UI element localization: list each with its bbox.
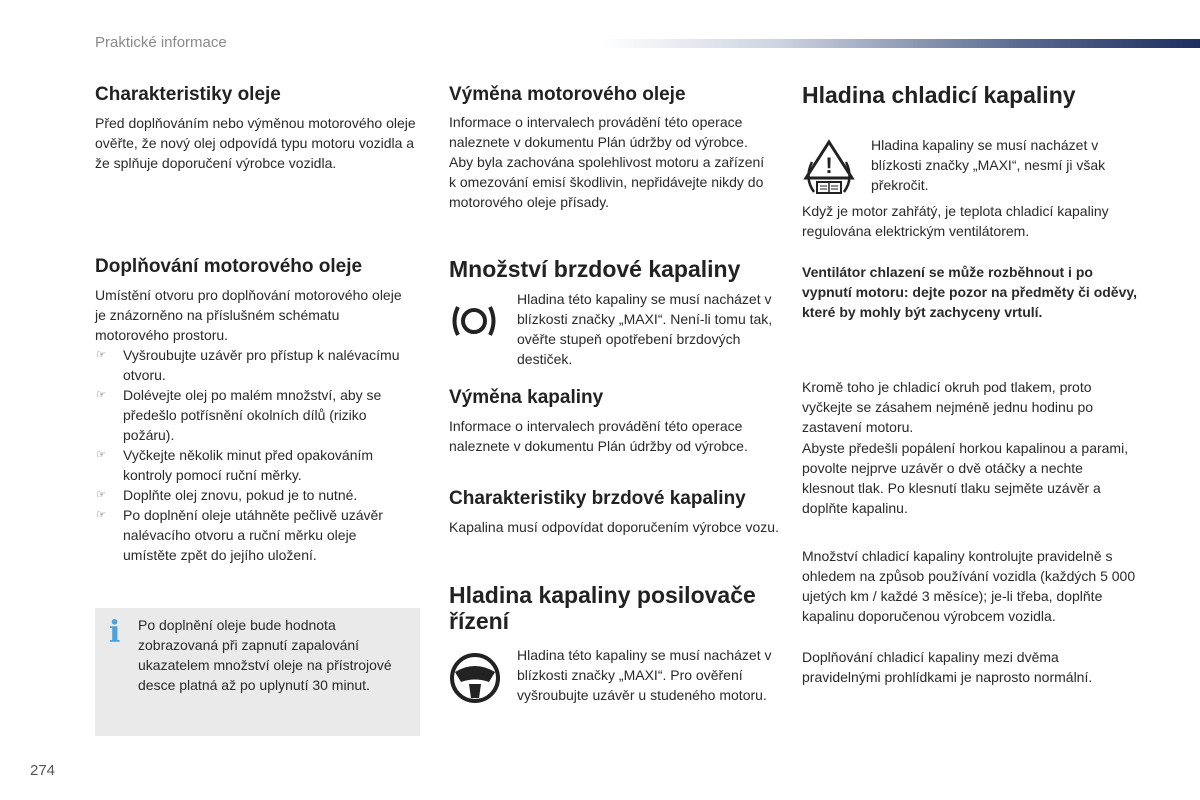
heading-power-steering: Hladina kapaliny posilovače řízení <box>449 582 756 634</box>
oil-step-text: Vyšroubujte uzávěr pro přístup k nalévacímu otvoru. <box>123 347 400 383</box>
text-fluid-change: Informace o intervalech provádění této operace naleznete v dokumentu Plán údržby od výrobce. <box>449 418 748 454</box>
oil-step-text: Doplňte olej znovu, pokud je to nutné. <box>123 487 358 503</box>
oil-step-text: Po doplnění oleje utáhněte pečlivě uzávěr nalévacího otvoru a ruční měrku oleje umístěte zpět do jejího uložení. <box>123 507 383 563</box>
running-header: Praktické informace <box>95 34 227 51</box>
oil-step-item <box>95 445 410 485</box>
power-steering-row <box>449 644 779 724</box>
pointing-hand-icon: ☞ <box>96 349 106 361</box>
text-pressure: Kromě toho je chladicí okruh pod tlakem, proto vyčkejte se zásahem nejméně jednu hodinu po zastavení motoru. <box>802 379 1094 435</box>
pointing-hand-icon: ☞ <box>96 509 106 521</box>
heading-oil-change: Výměna motorového oleje <box>449 84 686 105</box>
info-icon: i <box>109 615 121 650</box>
section-brake-characteristics <box>449 487 779 537</box>
oil-step-item <box>95 385 410 445</box>
info-text: Po doplnění oleje bude hodnota zobrazovaná při zapnutí zapalování ukazatelem množství oleje na přístrojové desce platná až po uplynutí 30 minut. <box>138 617 392 693</box>
oil-step-item <box>95 345 410 385</box>
text-oil-characteristics: Před doplňováním nebo výměnou motorového oleje ověřte, že nový olej odpovídá typu motoru vozidla a že splňuje doporučení výrobce vozidla. <box>95 115 416 171</box>
text-power-steering: Hladina této kapaliny se musí nacházet v blízkosti značky „MAXI“. Pro ověření vyšroubujte uzávěr u studeného motoru. <box>517 647 772 703</box>
heading-brake-fluid: Množství brzdové kapaliny <box>449 256 741 282</box>
text-brake-characteristics: Kapalina musí odpovídat doporučením výrobce vozu. <box>449 519 779 535</box>
section-oil-change <box>449 83 774 212</box>
section-oil-characteristics <box>95 83 425 173</box>
text-burn-prevention: Abyste předešli popálení horkou kapalinou a parami, povolte nejprve uzávěr o dvě otáčky a nechte klesnout tlak. Po klesnutí tlaku sejměte uzávěr a doplňte kapalinu. <box>802 440 1129 516</box>
text-hot-engine: Když je motor zahřátý, je teplota chladicí kapaliny regulována elektrickým ventilátorem. <box>802 203 1109 239</box>
heading-oil-filling: Doplňování motorového oleje <box>95 256 363 277</box>
heading-oil-characteristics: Charakteristiky oleje <box>95 84 281 105</box>
oil-step-item <box>95 485 410 505</box>
header-gradient-bar <box>600 39 1200 48</box>
oil-step-text: Dolévejte olej po malém množství, aby se předešlo potřísnění okolních dílů (riziko požáru). <box>123 387 382 443</box>
steering-wheel-icon <box>449 648 501 708</box>
oil-step-text: Vyčkejte několik minut před opakováním kontroly pomocí ruční měrky. <box>123 447 374 483</box>
oil-step-item <box>95 505 410 565</box>
pointing-hand-icon: ☞ <box>96 489 106 501</box>
warning-mark: ! <box>825 153 833 178</box>
text-coolant-between: Doplňování chladicí kapaliny mezi dvěma pravidelnými prohlídkami je naprosto normální. <box>802 649 1093 685</box>
section-oil-filling <box>95 255 410 565</box>
text-fan-warning: Ventilátor chlazení se může rozběhnout i po vypnutí motoru: dejte pozor na předměty či oděvy, které by mohly být zachyceny vrtulí. <box>802 264 1138 320</box>
heading-brake-characteristics: Charakteristiky brzdové kapaliny <box>449 488 746 509</box>
coolant-warning-icon <box>802 138 856 196</box>
heading-fluid-change: Výměna kapaliny <box>449 387 604 408</box>
oil-filling-steps <box>95 345 410 565</box>
brake-warning-icon <box>449 302 499 340</box>
pointing-hand-icon: ☞ <box>96 389 106 401</box>
text-coolant-level: Hladina kapaliny se musí nacházet v blízkosti značky „MAXI“, nesmí ji však překročit. <box>871 137 1106 193</box>
coolant-level-row <box>802 134 1137 204</box>
info-box <box>95 608 420 736</box>
section-fluid-change <box>449 386 779 456</box>
page-number: 274 <box>30 762 56 779</box>
brake-fluid-row <box>449 288 779 368</box>
text-brake-fluid: Hladina této kapaliny se musí nacházet v blízkosti značky „MAXI“. Není-li tomu tak, ověřte stupeň opotřebení brzdových destiček. <box>517 291 773 367</box>
text-oil-change: Informace o intervalech provádění této operace naleznete v dokumentu Plán údržby od výrobce. Aby byla zachována spolehlivost motoru a zařízení k omezování emisí škodlivin, nepřidávejte nikdy do motorového oleje přísady. <box>449 114 765 210</box>
heading-coolant: Hladina chladicí kapaliny <box>802 82 1076 108</box>
text-oil-filling: Umístění otvoru pro doplňování motorového oleje je znázorněno na příslušném schématu motorového prostoru. <box>95 287 402 343</box>
pointing-hand-icon: ☞ <box>96 449 106 461</box>
text-coolant-check: Množství chladicí kapaliny kontrolujte pravidelně s ohledem na způsob používání vozidla (každých 5 000 ujetých km / každé 3 měsíce); je-li třeba, doplňte kapalinu doporučenou výrobcem vozidla. <box>802 548 1136 624</box>
